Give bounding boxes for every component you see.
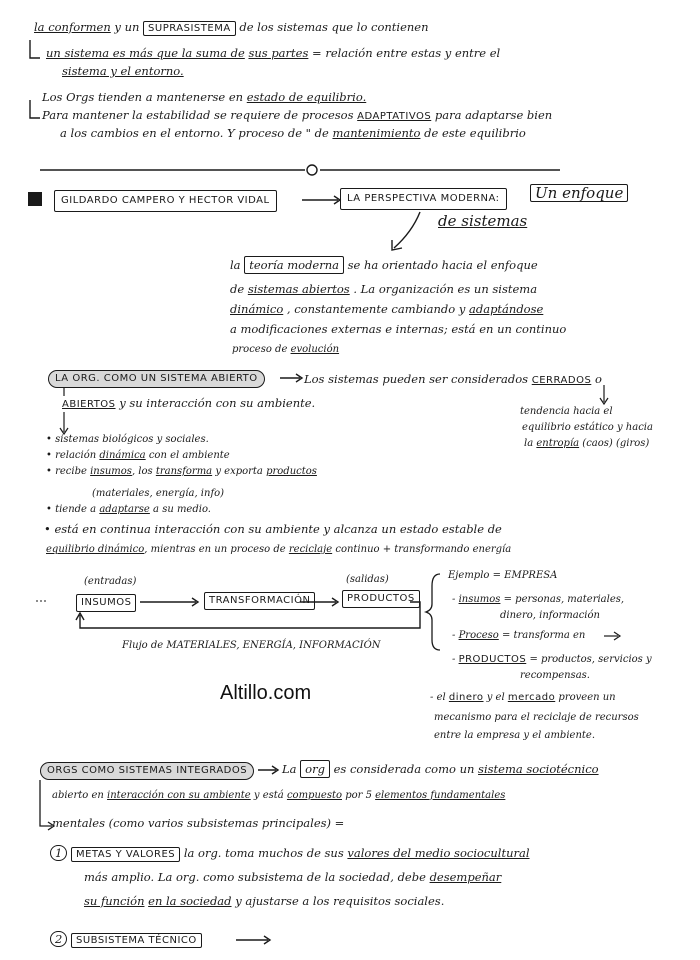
flujo-caption: Flujo de MATERIALES, ENERGÍA, INFORMACIÓN (122, 640, 381, 651)
top-line-1 (34, 20, 429, 36)
b6d: continuo + transformando energía (335, 544, 512, 555)
b2a: relación (55, 450, 97, 461)
s3-l1c: es considerada como un (333, 762, 475, 776)
s3-l1b: org (300, 760, 330, 778)
ejemplo-1: - insumos = personas, materiales, (452, 594, 625, 605)
side-3a: la (524, 438, 534, 449)
enfoque-line-1: Un enfoque (530, 184, 628, 202)
bullet-1-text: sistemas biológicos y sociales. (55, 434, 209, 445)
b5-text: está en continua interacción con su ambiente y alcanza un estado estable de (54, 522, 502, 536)
side-3b: entropía (536, 438, 580, 449)
top-l2b: sus partes (248, 46, 309, 60)
ejemplo-4: - PRODUCTOS = productos, servicios y (452, 654, 652, 665)
sec2-l2 (62, 396, 315, 412)
cerrados-label: CERRADOS (531, 375, 592, 386)
b3c: , los (131, 466, 153, 477)
ej-e4b: = productos, servicios y (529, 654, 652, 665)
b3f: productos (266, 466, 317, 477)
s3-l4b: valores del medio sociocultural (347, 846, 530, 860)
sec2-l1 (304, 372, 602, 388)
enfoque-line-2: de sistemas (438, 212, 528, 230)
ej-e3b: = transforma en (501, 630, 586, 641)
s3-l5u: desempeñar (429, 870, 502, 884)
ejemplo-5: recompensas. (520, 670, 590, 681)
ej-e6a: el (436, 692, 446, 703)
b4b: adaptarse (99, 504, 150, 515)
s3-l2e: por 5 (345, 790, 372, 801)
authors-box: GILDARDO CAMPERO Y HECTOR VIDAL (54, 190, 277, 212)
transformacion-box: TRANSFORMACIÓN (204, 592, 315, 610)
top-line-2 (46, 46, 500, 60)
top-l6c: de este equilibrio (424, 126, 526, 140)
ej-e6c: y el (486, 692, 505, 703)
top-l1a: la conformen (34, 20, 111, 34)
sec1-p2c: . La organización es un sistema (353, 282, 538, 296)
sec3-l6 (84, 894, 444, 908)
orgs-sistemas-integrados-pill: ORGS COMO SISTEMAS INTEGRADOS (40, 762, 254, 780)
sec1-p1b: se ha orientado hacia el enfoque (347, 258, 538, 272)
top-l6a: a los cambios en el entorno. Y proceso de " de (60, 126, 329, 140)
sec1-p3a: dinámico (230, 302, 284, 316)
b6c: reciclaje (288, 544, 333, 555)
b6a: equilibrio dinámico (46, 544, 145, 555)
bullet-4: • tiende a adaptarse a su medio. (46, 504, 211, 515)
ej-e3a: Proceso (458, 630, 499, 641)
sec1-p5 (232, 344, 339, 356)
top-l6b: mantenimiento (332, 126, 421, 140)
ej-e1b: = personas, materiales, (503, 594, 625, 605)
side-note-1: tendencia hacia el (520, 406, 613, 417)
side-note-3 (524, 438, 649, 450)
top-l5a: Para mantener la estabilidad se requiere de procesos (42, 108, 354, 122)
bullet-5-cont (46, 544, 511, 556)
bullet-1: • sistemas biológicos y sociales. (46, 434, 209, 445)
ejemplo-7: mecanismo para el reciclaje de recursos (434, 712, 639, 723)
side-3c: (caos) (giros) (582, 438, 650, 449)
metas-valores-box: METAS Y VALORES (71, 847, 180, 862)
top-line-3 (62, 64, 184, 78)
sec3-l1 (282, 762, 599, 776)
top-l5b: ADAPTATIVOS (357, 111, 432, 122)
ejemplo-3: - Proceso = transforma en (452, 630, 586, 641)
bullet-2: • relación dinámica con el ambiente (46, 450, 230, 461)
b3a: recibe (55, 466, 87, 477)
bullet-3: • recibe insumos, los transforma y exporta productos (46, 466, 317, 477)
top-l1b: y un (114, 20, 140, 34)
side-note-2: equilibrio estático y hacia (522, 422, 653, 433)
section-title-box: LA PERSPECTIVA MODERNA: (340, 188, 507, 210)
top-l4a: Los Orgs tienden a mantenerse en (42, 90, 244, 104)
altillo-watermark: Altillo.com (220, 682, 312, 704)
ejemplo-8: entre la empresa y el ambiente. (434, 730, 596, 741)
abiertos-label: ABIERTOS (62, 399, 116, 410)
b4c: a su medio. (153, 504, 211, 515)
sec2-l2b: y su interacción con su ambiente. (119, 396, 316, 410)
ej-e1a: insumos (458, 594, 501, 605)
ej-e6e: proveen un (558, 692, 616, 703)
s3-l1d: sistema sociotécnico (478, 762, 599, 776)
top-line-6 (60, 126, 526, 140)
sec3-l2 (52, 790, 505, 802)
s3-l2f: elementos fundamentales (375, 790, 506, 801)
s3-l6a: su función (84, 894, 145, 908)
s3-l2b: interacción con su ambiente (107, 790, 251, 801)
sec1-p2a: de (230, 282, 245, 296)
s3-l4a: la org. toma muchos de sus (183, 846, 344, 860)
sec1-p2 (230, 282, 537, 296)
top-l3: sistema y el entorno. (62, 64, 184, 78)
suprasistema-box: SUPRASISTEMA (143, 21, 236, 36)
ejemplo-title: Ejemplo = EMPRESA (448, 570, 558, 581)
s3-l2c: y está (253, 790, 284, 801)
s3-l1a: La (282, 762, 297, 776)
top-l2c: = relación entre estas y entre el (312, 46, 501, 60)
sec1-p2b: sistemas abiertos (247, 282, 350, 296)
b3b: insumos (90, 466, 132, 477)
sec1-p1 (230, 258, 538, 272)
org-sistema-abierto-pill: LA ORG. COMO UN SISTEMA ABIERTO (48, 370, 265, 388)
sec1-p3b: , constantemente cambiando y (286, 302, 466, 316)
item-1-number: 1 (50, 845, 67, 861)
insumos-box: INSUMOS (76, 594, 136, 612)
item-2 (50, 932, 202, 948)
entradas-label: (entradas) (84, 576, 137, 587)
b2c: con el ambiente (148, 450, 230, 461)
top-l5c: para adaptarse bien (434, 108, 553, 122)
top-line-5 (42, 108, 552, 124)
sec1-p3c: adaptándose (469, 302, 544, 316)
s3-l6c: y ajustarse a los requisitos sociales. (235, 894, 445, 908)
s3-l2d: compuesto (286, 790, 342, 801)
teoria-moderna-box: teoría moderna (244, 256, 344, 274)
ej-e6b: dinero (448, 692, 484, 703)
b3e: y exporta (215, 466, 263, 477)
top-l2a: un sistema es más que la suma de (46, 46, 245, 60)
item-2-number: 2 (50, 931, 67, 947)
sec3-l3: mentales (como varios subsistemas principales) = (52, 816, 345, 830)
sec1-p5a: proceso de (232, 344, 288, 355)
s3-l6b: en la sociedad (148, 894, 232, 908)
ej-e6d: mercado (507, 692, 556, 703)
b2b: dinámica (99, 450, 146, 461)
b6b: , mientras en un proceso de (144, 544, 286, 555)
bullet-5: • está en continua interacción con su ambiente y alcanza un estado estable de (44, 522, 502, 536)
sec1-p1a: la (230, 258, 241, 272)
sec1-p5b: evolución (290, 344, 340, 355)
top-l4b: estado de equilibrio. (246, 90, 367, 104)
s3-l2a: abierto en (52, 790, 104, 801)
sec1-p3 (230, 302, 543, 316)
ejemplo-6: - el dinero y el mercado proveen un (430, 692, 616, 703)
ej-e4a: PRODUCTOS (458, 654, 527, 665)
subsistema-tecnico-box: SUBSISTEMA TÉCNICO (71, 933, 202, 948)
sec2-l1c: o (594, 372, 602, 386)
ejemplo-2: dinero, información (500, 610, 600, 621)
s3-l5: más amplio. La org. como subsistema de la sociedad, debe (84, 870, 426, 884)
salidas-label: (salidas) (346, 574, 389, 585)
sec3-l5 (84, 870, 501, 884)
b4a: tiende a (55, 504, 97, 515)
item-1 (50, 846, 530, 862)
sec2-l1a: Los sistemas pueden ser considerados (304, 372, 529, 386)
sec1-p4: a modificaciones externas e internas; está en un continuo (230, 322, 567, 336)
bullet-3-note: (materiales, energía, info) (92, 488, 225, 499)
b3d: transforma (155, 466, 213, 477)
productos-box: PRODUCTOS (342, 590, 420, 608)
top-l1c: de los sistemas que lo contienen (239, 20, 429, 34)
section-bullet-square (28, 192, 42, 206)
top-line-4 (42, 90, 366, 104)
